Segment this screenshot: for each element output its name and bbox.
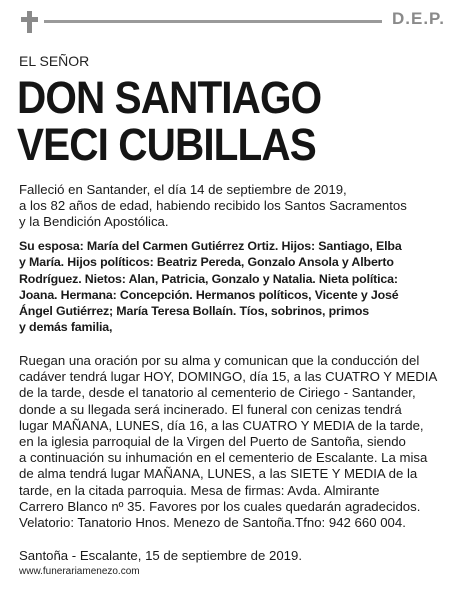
dep-label: D.E.P. — [392, 9, 445, 28]
website-link[interactable]: www.funerariamenezo.com — [19, 566, 140, 577]
text-line: en la iglesia parroquial de la Virgen del Puerto de Santoña, siendo — [19, 434, 406, 450]
text-line: de la tarde, desde el tanatorio al cementerio de Ciriego - Santander, — [19, 385, 416, 401]
header — [0, 0, 467, 40]
text-line: y demás familia, — [19, 320, 113, 335]
text-line: Falleció en Santander, el día 14 de septiembre de 2019, — [19, 182, 347, 197]
text-line: Su esposa: María del Carmen Gutiérrez Ortiz. Hijos: Santiago, Elba — [19, 239, 402, 253]
ceremony-paragraph — [19, 353, 447, 531]
death-notice-paragraph — [19, 182, 447, 231]
text-line: de alma tendrá lugar MAÑANA, LUNES, a las SIETE Y MEDIA de la — [19, 466, 418, 482]
name-line-1: DON SANTIAGO — [17, 72, 322, 123]
text-line: cadáver tendrá lugar HOY, DOMINGO, día 15, a las CUATRO Y MEDIA — [19, 369, 438, 385]
text-line: Ruegan una oración por su alma y comunican que la conducción del — [19, 353, 420, 368]
text-line: Velatorio: Tanatorio Hnos. Menezo de Santoña.Tfno: 942 660 004. — [19, 515, 406, 531]
text-line: Carrero Blanco nº 35. Favores por los cuales quedarán agradecidos. — [19, 498, 421, 514]
text-line: lugar MAÑANA, LUNES, día 16, a las CUATRO Y MEDIA de la tarde, — [19, 417, 424, 433]
text-line: donde a su llegada será incinerado. El funeral con cenizas tendrá — [19, 401, 402, 417]
text-line: Ángel Gutiérrez; María Teresa Bollaín. Tíos, sobrinos, primos — [19, 304, 370, 319]
family-paragraph — [19, 238, 447, 336]
text-line: Rodríguez. Nietos: Alan, Patricia, Gonzalo y Natalia. Nieta política: — [19, 271, 398, 286]
text-line: a continuación su inhumación en el cementerio de Escalante. La misa — [19, 450, 428, 466]
cross-icon — [21, 11, 38, 33]
header-divider — [44, 20, 382, 23]
closing-line: Santoña - Escalante, 15 de septiembre de 2019. — [19, 548, 302, 563]
text-line: y María. Hijos políticos: Beatriz Pereda, Gonzalo Ansola y Alberto — [19, 255, 394, 270]
honorific: EL SEÑOR — [19, 53, 90, 69]
text-line: a los 82 años de edad, habiendo recibido los Santos Sacramentos — [19, 198, 407, 214]
text-line: y la Bendición Apostólica. — [19, 214, 169, 230]
text-line: Joana. Hermana: Concepción. Hermanos políticos, Vicente y José — [19, 287, 399, 302]
text-line: tarde, en la citada parroquia. Mesa de firmas: Avda. Almirante — [19, 482, 380, 498]
name-line-2: VECI CUBILLAS — [17, 119, 316, 170]
deceased-name — [17, 74, 413, 168]
